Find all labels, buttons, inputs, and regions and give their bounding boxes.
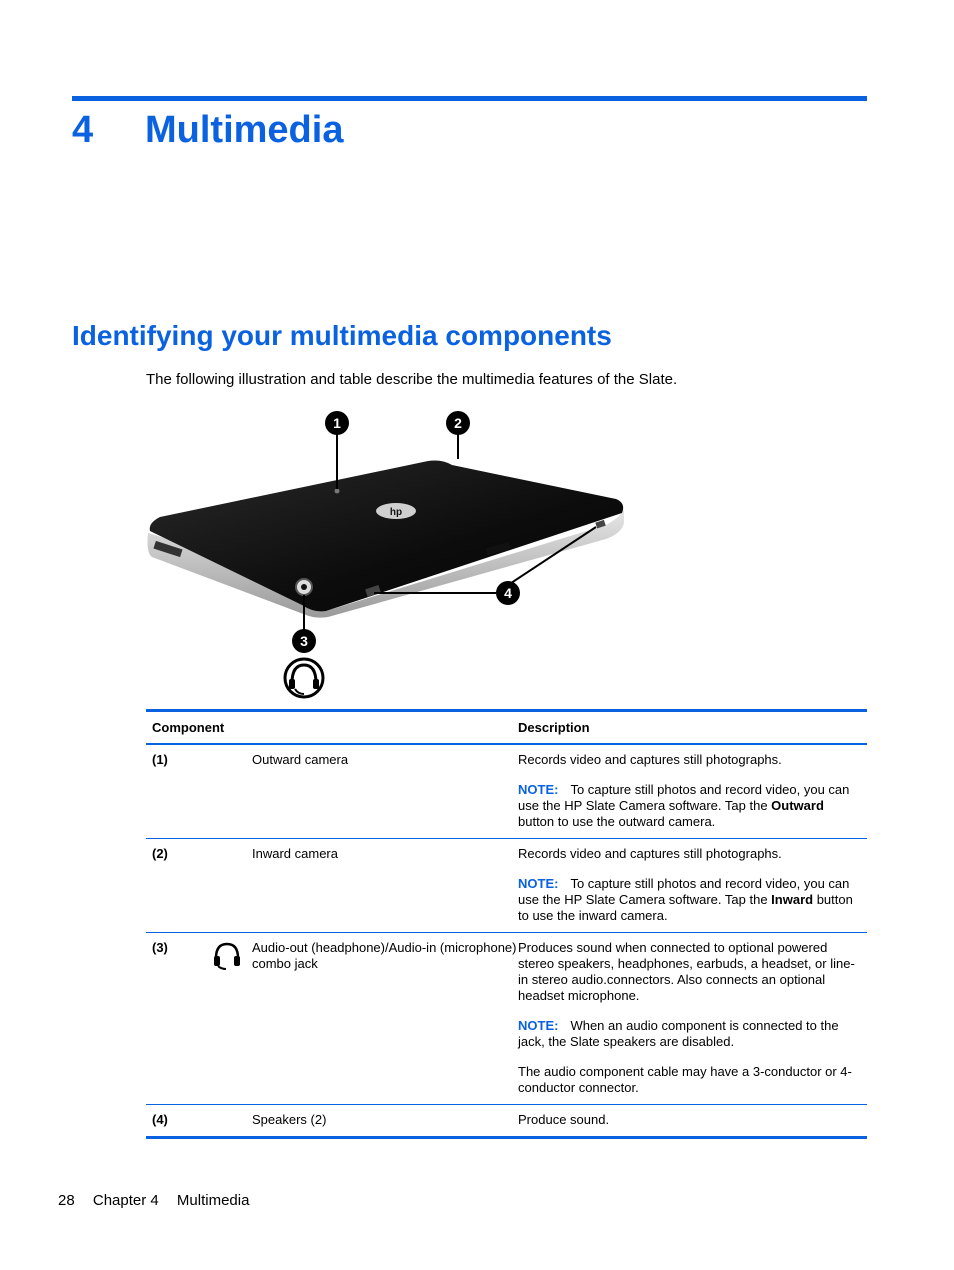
svg-text:4: 4 [504,585,512,601]
chapter-heading [72,104,343,156]
note-bold: Outward [771,798,824,813]
row-number: (3) [152,940,168,955]
chapter-rule [72,96,867,101]
note-text: To capture still photos and record video, you can use the HP Slate Camera software. Tap the [518,876,850,907]
chapter-number: 4 [72,108,94,151]
note [518,782,861,830]
description-text: Records video and captures still photographs. [518,752,782,767]
table-header-row [146,712,867,745]
svg-text:1: 1 [333,415,341,431]
page-number: 28 [58,1192,75,1209]
component-description [518,846,867,924]
extra-text: The audio component cable may have a 3-conductor or 4-conductor connector. [518,1064,852,1095]
note-label: NOTE: [518,876,559,891]
slate-illustration [146,405,646,705]
section-title: Identifying your multimedia components [72,320,612,351]
description-text: Produces sound when connected to optional powered stereo speakers, headphones, earbuds, a headset, or line-in stereo audio.connectors. Also connects an optional headset microphone. [518,940,855,1003]
table-row [146,933,867,1105]
component-name: Speakers (2) [252,1112,327,1127]
component-description [518,940,867,1096]
component-description [518,1112,867,1128]
description-text: Produce sound. [518,1112,610,1127]
description-text: Records video and captures still photographs. [518,846,782,861]
note-text: To capture still photos and record video, you can use the HP Slate Camera software. Tap the [518,782,850,813]
note-bold: Inward [771,892,814,907]
callout-2 [446,411,470,435]
page-footer [58,1192,263,1209]
svg-text:3: 3 [300,633,308,649]
headset-icon [212,940,252,1096]
component-name: Inward camera [252,846,338,861]
note [518,1018,861,1050]
footer-chapter: Chapter 4 [92,1192,159,1209]
note-text: button to use the outward camera. [518,814,716,829]
headset-icon [285,659,323,697]
callout-4 [496,581,520,605]
svg-text:2: 2 [454,415,462,431]
row-number: (2) [152,846,168,861]
callout-3 [292,629,316,653]
table-bottom-rule [146,1136,867,1139]
components-table [146,709,867,1139]
row-number: (1) [152,752,168,767]
callout-1 [325,411,349,435]
note-text: When an audio component is connected to the jack, the Slate speakers are disabled. [518,1018,839,1049]
section-intro: The following illustration and table describe the multimedia features of the Slate. [146,371,678,388]
row-number: (4) [152,1112,168,1127]
camera-lens [335,489,340,494]
note-label: NOTE: [518,782,559,797]
component-name: Outward camera [252,752,349,767]
note-text: button to use the inward camera. [518,892,853,923]
table-row [146,839,867,933]
note-label: NOTE: [518,1018,559,1033]
footer-title: Multimedia [176,1192,250,1209]
header-component: Component [152,720,225,735]
chapter-title: Multimedia [145,108,344,151]
note [518,876,861,924]
component-description [518,752,867,830]
component-name: Audio-out (headphone)/Audio-in (microphone) combo jack [252,940,517,971]
table-row [146,745,867,839]
header-description: Description [518,719,590,735]
hp-logo-text: hp [389,507,403,518]
table-row [146,1105,867,1136]
